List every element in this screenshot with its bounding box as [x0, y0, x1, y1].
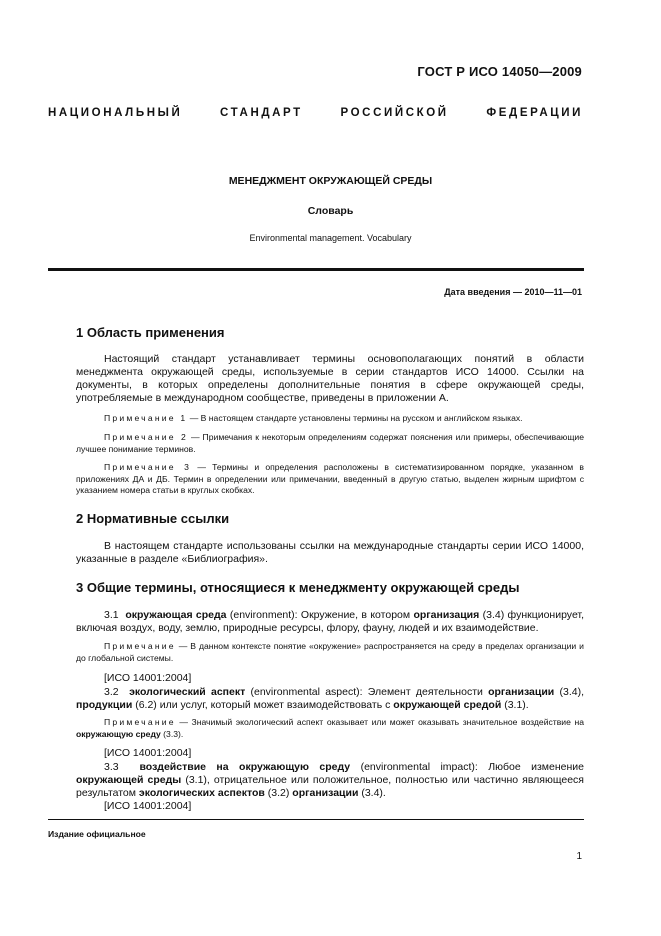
footer-divider	[48, 819, 584, 820]
note-2	[76, 432, 584, 455]
term-definition: (environmental impact): Любое изменение	[350, 761, 585, 773]
term-3-2	[76, 686, 584, 712]
term-definition: (3.4),	[554, 686, 584, 698]
term-definition: (3.4).	[358, 787, 386, 799]
note-3-text: — Термины и определения расположены в систематизированном порядке, указанном в приложениях ДА и ДБ. Термин в определении или примечании, введенный в другую статью, выделен жирным шрифтом с указанием номера статьи в круглых скобках.	[76, 462, 584, 495]
term-number: 3.2	[104, 686, 119, 698]
section-2-paragraph: В настоящем стандарте использованы ссылки на международные стандарты серии ИСО 14000, указанные в разделе «Библиография».	[76, 540, 584, 565]
note-1-label: Примечание 1	[104, 413, 188, 423]
section-3-heading: 3 Общие термины, относящиеся к менеджменту окружающей среды	[76, 580, 520, 595]
term-reference: окружающей средой	[393, 699, 502, 711]
term-number: 3.1	[104, 609, 119, 621]
note-text: — В данном контексте понятие «окружение» распространяется на среду в пределах организации и до глобальной системы.	[76, 641, 584, 663]
note-label: Примечание	[104, 717, 176, 727]
note-reference: окружающую среду	[76, 728, 161, 739]
term-definition: (3.1), отрицательное или положительное, полностью или частично являющееся результатом	[76, 774, 584, 799]
term-definition: (3.4) функционирует, включая воздух, воду, землю, природные ресурсы, флору, фауну, людей и их взаимодействие.	[76, 609, 584, 634]
section-1-heading: 1 Область применения	[76, 325, 225, 340]
page-number: 1	[576, 851, 582, 862]
document-code: ГОСТ Р ИСО 14050—2009	[417, 64, 582, 79]
source-ref-1: [ИСО 14001:2004]	[104, 672, 192, 684]
section-2-heading: 2 Нормативные ссылки	[76, 511, 230, 526]
term-3-3	[76, 761, 584, 800]
note-3-2	[76, 717, 584, 740]
introduction-date: Дата введения — 2010—11—01	[444, 287, 582, 297]
term-definition: (environment): Окружение, в котором	[226, 609, 414, 621]
term-reference: организации	[292, 787, 359, 799]
term-definition: (environmental aspect): Элемент деятельности	[245, 686, 489, 698]
document-title: МЕНЕДЖМЕНТ ОКРУЖАЮЩЕЙ СРЕДЫ	[228, 175, 433, 187]
national-standard-banner: НАЦИОНАЛЬНЫЙ СТАНДАРТ РОССИЙСКОЙ ФЕДЕРАЦИИ	[48, 107, 583, 119]
note-3-1	[76, 641, 584, 664]
term-3-1	[76, 609, 584, 635]
source-ref-2: [ИСО 14001:2004]	[104, 747, 192, 759]
term-number: 3.3	[104, 761, 119, 773]
term-name: воздействие на окружающую среду	[139, 761, 351, 773]
title-divider	[48, 268, 584, 271]
note-3-label: Примечание 3	[104, 462, 192, 472]
note-1-text: — В настоящем стандарте установлены термины на русском и английском языках.	[187, 413, 523, 423]
term-reference: экологических аспектов	[138, 787, 265, 799]
edition-label: Издание официальное	[48, 829, 146, 839]
term-definition: (3.1).	[501, 699, 529, 711]
term-definition: (3.2)	[264, 787, 293, 799]
term-reference: окружающей среды	[76, 774, 182, 786]
term-definition: (6.2) или услуг, который может взаимодействовать с	[132, 699, 394, 711]
note-text: (3.3).	[160, 728, 184, 739]
term-name: экологический аспект	[129, 686, 246, 698]
note-text: — Значимый экологический аспект оказывает или может оказывать значительное воздействие на	[175, 717, 584, 727]
note-2-text: — Примечания к некоторым определениям содержат пояснения или примеры, обеспечивающие лучшее понимание терминов.	[76, 432, 584, 454]
note-1	[76, 413, 584, 425]
note-3	[76, 462, 584, 497]
term-reference: организация	[413, 609, 480, 621]
source-ref-3: [ИСО 14001:2004]	[104, 800, 192, 812]
note-2-label: Примечание 2	[104, 432, 188, 442]
term-name: окружающая среда	[125, 609, 227, 621]
english-title: Environmental management. Vocabulary	[249, 233, 412, 243]
term-reference: организации	[488, 686, 555, 698]
term-reference: продукции	[76, 699, 133, 711]
document-subtitle: Словарь	[307, 205, 354, 217]
note-label: Примечание	[104, 641, 176, 651]
section-1-paragraph: Настоящий стандарт устанавливает термины основополагающих понятий в области менеджмента окружающей среды, используемые в серии стандартов ИСО 14000. Ссылки на документы, в которых определены дополнительные понятия в сфере окружающей среды, употребляемые в международном сообществе, приведены в приложении А.	[76, 353, 584, 404]
